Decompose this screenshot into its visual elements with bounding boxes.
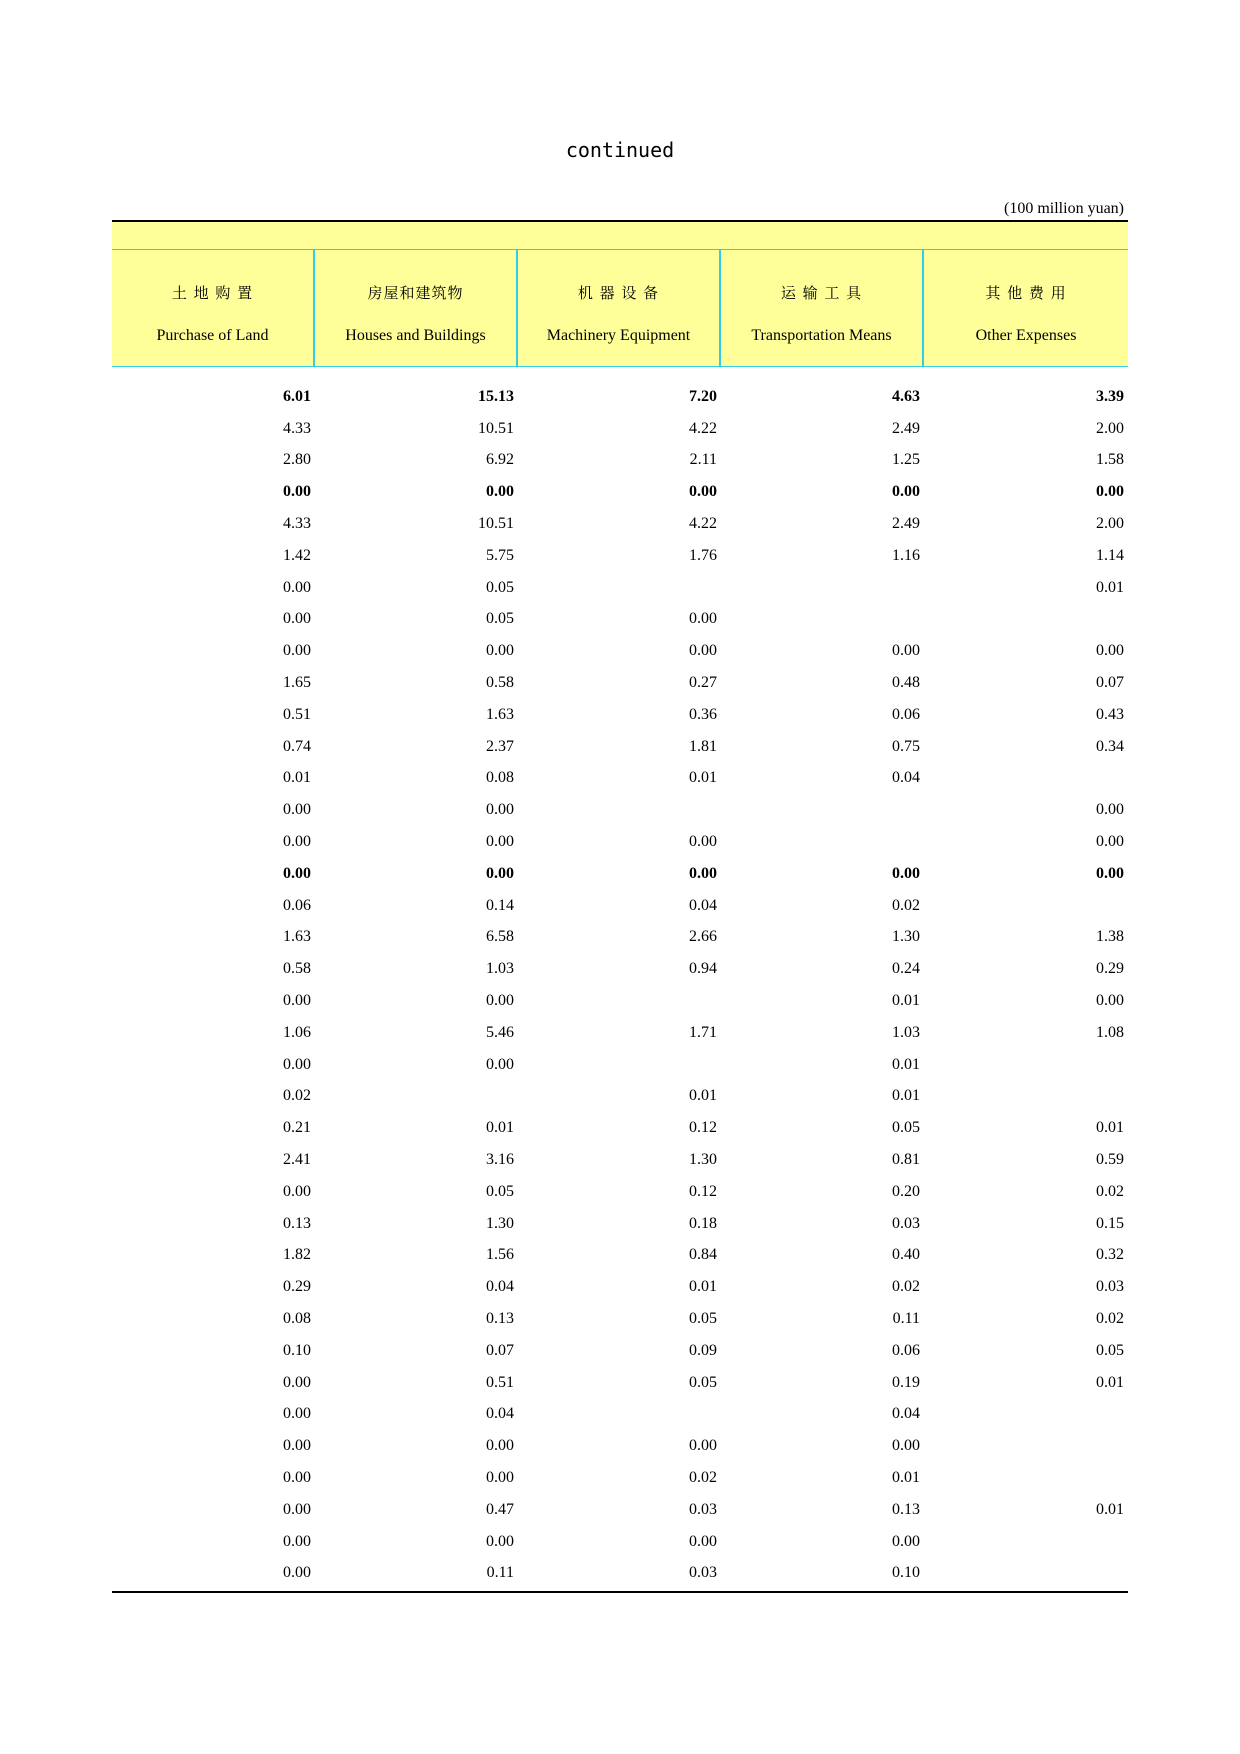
table-cell: 2.80 [283,451,311,469]
table-cell: 0.06 [892,1341,920,1359]
table-row [112,1335,1128,1367]
table-cell: 0.05 [486,578,514,596]
table-cell: 7.20 [689,387,717,405]
table-cell: 0.00 [283,1532,311,1550]
table-cell: 0.02 [892,1278,920,1296]
table-cell: 0.08 [486,769,514,787]
table-cell: 0.04 [892,769,920,787]
table-cell: 0.18 [689,1214,717,1232]
table-cell: 0.00 [283,578,311,596]
header-band [112,222,1128,250]
table-cell: 0.04 [486,1405,514,1423]
table-row [112,1367,1128,1399]
table-cell: 0.11 [486,1564,514,1582]
table-cell: 0.03 [689,1564,717,1582]
table-cell: 1.25 [892,451,920,469]
table-cell: 0.00 [486,483,514,501]
table-cell: 0.00 [283,610,311,628]
table-row [112,763,1128,795]
table-cell: 0.01 [892,992,920,1010]
table-cell: 0.00 [1096,864,1124,882]
table-cell: 3.16 [486,1151,514,1169]
table-cell: 0.00 [689,1532,717,1550]
table-cell: 0.01 [1096,1119,1124,1137]
table-cell: 10.51 [478,515,514,533]
table-cell: 0.00 [283,1055,311,1073]
header-row [112,250,1128,367]
table-row [112,1399,1128,1431]
table-row [112,1081,1128,1113]
column-header-en: Purchase of Land [156,327,269,344]
table-cell: 0.02 [283,1087,311,1105]
table-cell: 0.06 [892,705,920,723]
table-row [112,1557,1128,1589]
table-cell: 0.01 [1096,578,1124,596]
table-cell: 0.00 [892,483,920,501]
table-cell: 5.46 [486,1023,514,1041]
table-row [112,1271,1128,1303]
table-cell: 1.30 [892,928,920,946]
table-cell: 1.81 [689,737,717,755]
table-cell: 2.11 [689,451,717,469]
table-cell: 0.43 [1096,705,1124,723]
column-header [924,250,1128,366]
table-cell: 0.01 [689,769,717,787]
table-cell: 0.04 [689,896,717,914]
table-row [112,699,1128,731]
table-cell: 0.01 [689,1087,717,1105]
table-row [112,1049,1128,1081]
table-cell: 1.56 [486,1246,514,1264]
table-cell: 0.05 [1096,1341,1124,1359]
table-cell: 0.21 [283,1119,311,1137]
table-cell: 0.00 [283,801,311,819]
table-cell: 0.00 [689,642,717,660]
table-cell: 0.02 [892,896,920,914]
table-cell: 4.33 [283,515,311,533]
column-header [721,250,924,366]
table-cell: 0.05 [892,1119,920,1137]
table-cell: 0.59 [1096,1151,1124,1169]
table-cell: 0.34 [1096,737,1124,755]
table-cell: 0.58 [486,674,514,692]
table-cell: 1.63 [486,705,514,723]
table-cell: 0.40 [892,1246,920,1264]
table-cell: 0.08 [283,1310,311,1327]
table-cell: 0.01 [892,1087,920,1105]
table-cell: 0.15 [1096,1214,1124,1232]
table-cell: 1.30 [486,1214,514,1232]
table-cell: 0.05 [486,1182,514,1200]
table-cell: 1.38 [1096,928,1124,946]
table-cell: 1.82 [283,1246,311,1264]
table-cell: 0.12 [689,1119,717,1137]
table-cell: 5.75 [486,546,514,564]
column-header [315,250,518,366]
table-cell: 0.01 [1096,1373,1124,1391]
table-cell: 10.51 [478,419,514,437]
table-row [112,1494,1128,1526]
table-cell: 6.01 [283,387,311,405]
table-row [112,1112,1128,1144]
table-cell: 0.04 [486,1278,514,1296]
table-row [112,1462,1128,1494]
table-cell: 0.48 [892,674,920,692]
table-cell: 0.13 [283,1214,311,1232]
table-row [112,381,1128,413]
table-cell: 0.00 [689,1437,717,1455]
table-row [112,476,1128,508]
table-cell: 1.16 [892,546,920,564]
table-cell: 0.00 [283,483,311,501]
table-cell: 0.13 [486,1310,514,1327]
table-cell: 0.01 [1096,1500,1124,1518]
table-cell: 0.05 [689,1373,717,1391]
unit-note: (100 million yuan) [1004,200,1124,217]
table-cell: 0.00 [486,992,514,1010]
table-cell: 0.12 [689,1182,717,1200]
table-row [112,826,1128,858]
table-cell: 0.03 [1096,1278,1124,1296]
table-bottom-rule [112,1591,1128,1593]
table-cell: 1.71 [689,1023,717,1041]
table-cell: 0.05 [486,610,514,628]
table-cell: 1.03 [486,960,514,978]
table-cell: 0.03 [892,1214,920,1232]
table-cell: 2.37 [486,737,514,755]
table-cell: 0.10 [892,1564,920,1582]
column-header-en: Houses and Buildings [345,327,486,344]
table-cell: 0.10 [283,1341,311,1359]
table-cell: 0.09 [689,1341,717,1359]
table-row [112,508,1128,540]
table-cell: 2.00 [1096,419,1124,437]
table-cell: 0.00 [283,1500,311,1518]
table-cell: 0.00 [1096,483,1124,501]
table-row [112,1208,1128,1240]
column-header-en: Other Expenses [975,327,1077,344]
table-row [112,1430,1128,1462]
table-cell: 0.00 [892,642,920,660]
table-cell: 0.07 [486,1341,514,1359]
table-cell: 1.14 [1096,546,1124,564]
table-cell: 0.00 [689,483,717,501]
table-cell: 0.00 [283,833,311,851]
table-cell: 4.22 [689,515,717,533]
table-cell: 0.04 [892,1405,920,1423]
table-cell: 0.00 [689,833,717,851]
table-cell: 1.58 [1096,451,1124,469]
table-cell: 0.51 [486,1373,514,1391]
table-cell: 0.02 [1096,1310,1124,1327]
table-cell: 1.08 [1096,1023,1124,1041]
column-header [112,250,315,366]
column-header-en: Machinery Equipment [546,327,691,344]
table-cell: 0.01 [892,1468,920,1486]
table-row [112,413,1128,445]
table-cell: 0.05 [689,1310,717,1327]
table-cell: 6.58 [486,928,514,946]
table-row [112,667,1128,699]
table-cell: 2.00 [1096,515,1124,533]
table-row [112,890,1128,922]
table-cell: 0.27 [689,674,717,692]
table-cell: 0.00 [486,864,514,882]
table-cell: 0.00 [486,1055,514,1073]
table-cell: 0.00 [892,1437,920,1455]
table-cell: 1.06 [283,1023,311,1041]
table-cell: 1.42 [283,546,311,564]
table-cell: 0.32 [1096,1246,1124,1264]
table-cell: 1.76 [689,546,717,564]
table-cell: 1.03 [892,1023,920,1041]
table-cell: 0.00 [892,864,920,882]
table-cell: 0.00 [1096,992,1124,1010]
table-cell: 0.00 [486,1532,514,1550]
table-cell: 0.00 [283,864,311,882]
column-header-zh: 房屋和建筑物 [367,284,464,302]
table-row [112,572,1128,604]
table-cell: 0.24 [892,960,920,978]
table-cell: 0.00 [486,833,514,851]
table-cell: 4.22 [689,419,717,437]
table-cell: 0.75 [892,737,920,755]
table-cell: 0.00 [283,1405,311,1423]
table-cell: 0.94 [689,960,717,978]
table-cell: 2.49 [892,515,920,533]
table-row [112,445,1128,477]
table-cell: 0.02 [689,1468,717,1486]
table-row [112,540,1128,572]
column-header-zh: 机 器 设 备 [577,284,660,302]
table-cell: 0.00 [689,610,717,628]
table-cell: 0.07 [1096,674,1124,692]
table-row [112,635,1128,667]
table-cell: 0.00 [283,1437,311,1455]
column-header [518,250,721,366]
table-cell: 0.29 [1096,960,1124,978]
table-cell: 0.00 [283,1468,311,1486]
table-cell: 0.13 [892,1500,920,1518]
table-cell: 0.00 [892,1532,920,1550]
table-cell: 0.47 [486,1500,514,1518]
table-cell: 0.51 [283,705,311,723]
table-cell: 0.00 [283,1564,311,1582]
table-cell: 0.58 [283,960,311,978]
table-row [112,1526,1128,1558]
table-cell: 0.20 [892,1182,920,1200]
table-cell: 0.36 [689,705,717,723]
table-cell: 0.00 [486,801,514,819]
table-cell: 0.29 [283,1278,311,1296]
table-row [112,1240,1128,1272]
table-row [112,604,1128,636]
column-header-zh: 土 地 购 置 [171,284,254,302]
table-cell: 2.41 [283,1151,311,1169]
table-cell: 0.00 [689,864,717,882]
table-cell: 6.92 [486,451,514,469]
table-cell: 0.00 [486,1468,514,1486]
table-row [112,985,1128,1017]
table-cell: 0.00 [1096,801,1124,819]
table-cell: 0.00 [1096,642,1124,660]
table-cell: 0.00 [486,1437,514,1455]
column-header-zh: 其 他 费 用 [985,284,1067,302]
table-cell: 0.00 [283,992,311,1010]
table-cell: 0.74 [283,737,311,755]
table-row [112,1144,1128,1176]
column-header-zh: 运 输 工 具 [780,284,863,302]
table-cell: 0.11 [892,1310,920,1327]
table-cell: 0.19 [892,1373,920,1391]
table-cell: 0.01 [892,1055,920,1073]
table-cell: 3.39 [1096,387,1124,405]
table-row [112,1017,1128,1049]
table-cell: 4.63 [892,387,920,405]
data-table [112,220,1128,1593]
table-cell: 1.30 [689,1151,717,1169]
table-cell: 0.14 [486,896,514,914]
table-cell: 0.81 [892,1151,920,1169]
page-title: continued [565,138,675,162]
table-cell: 0.00 [1096,833,1124,851]
table-row [112,858,1128,890]
table-cell: 2.66 [689,928,717,946]
table-cell: 0.01 [283,769,311,787]
table-row [112,922,1128,954]
table-cell: 0.06 [283,896,311,914]
table-row [112,731,1128,763]
column-header-en: Transportation Means [751,327,892,344]
table-cell: 4.33 [283,419,311,437]
table-cell: 0.02 [1096,1182,1124,1200]
table-cell: 0.00 [283,1182,311,1200]
table-row [112,1303,1128,1335]
table-cell: 0.00 [283,1373,311,1391]
table-cell: 1.63 [283,928,311,946]
table-cell: 15.13 [478,387,514,405]
table-cell: 0.01 [486,1119,514,1137]
table-body [112,367,1128,1589]
table-row [112,953,1128,985]
table-cell: 0.03 [689,1500,717,1518]
table-cell: 0.84 [689,1246,717,1264]
table-cell: 2.49 [892,419,920,437]
table-cell: 0.00 [486,642,514,660]
table-row [112,1176,1128,1208]
table-cell: 1.65 [283,674,311,692]
table-row [112,794,1128,826]
table-cell: 0.01 [689,1278,717,1296]
table-cell: 0.00 [283,642,311,660]
